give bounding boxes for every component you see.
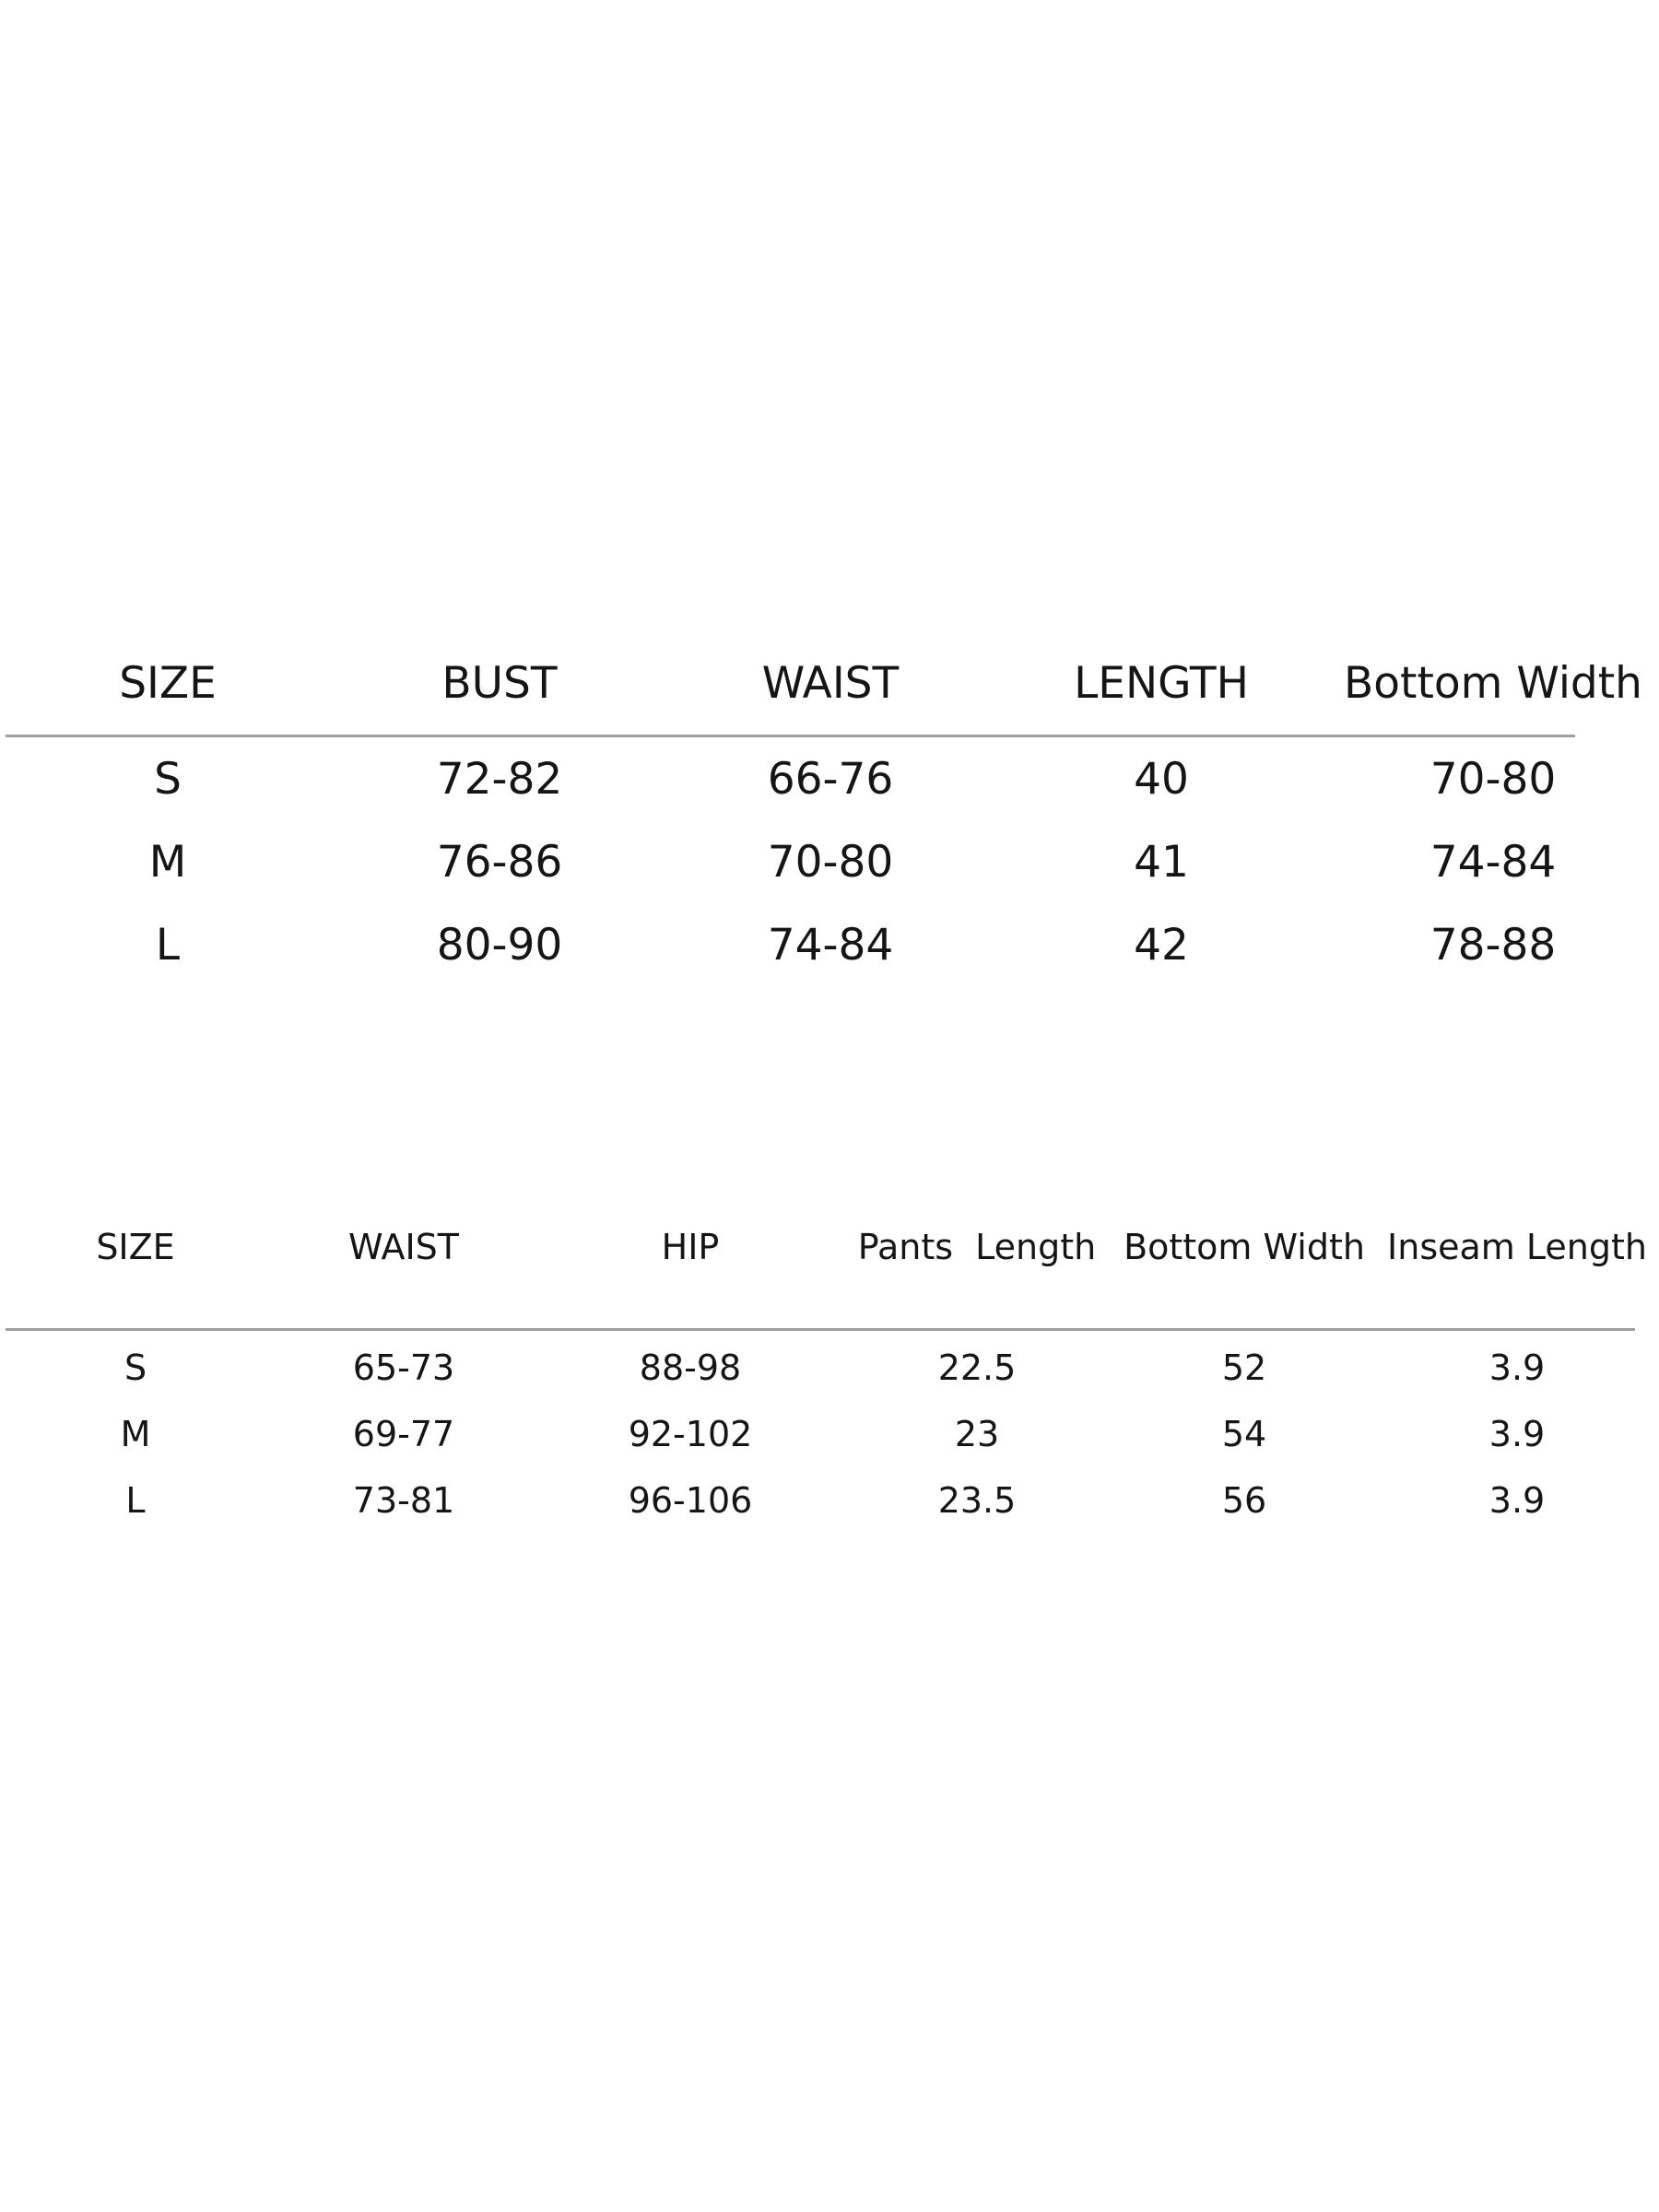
- table-cell: 69-77: [352, 1414, 455, 1454]
- table-cell: 74-84: [767, 920, 894, 971]
- header-bust: BUST: [441, 658, 558, 709]
- table-cell: S: [124, 1347, 147, 1388]
- table-cell: 54: [1221, 1414, 1267, 1454]
- table-cell: 72-82: [436, 754, 563, 805]
- header-bottom-width: Bottom Width: [1124, 1227, 1365, 1267]
- table-cell: 70-80: [767, 837, 894, 888]
- header-length: LENGTH: [1074, 658, 1249, 709]
- header-waist: WAIST: [347, 1227, 460, 1267]
- header-waist: WAIST: [761, 658, 900, 709]
- table-cell: 22.5: [937, 1347, 1017, 1388]
- table-cell: 40: [1134, 754, 1189, 805]
- table-cell: 56: [1221, 1480, 1267, 1521]
- table-cell: L: [155, 920, 181, 971]
- table-cell: 88-98: [639, 1347, 742, 1388]
- table-cell: 96-106: [628, 1480, 753, 1521]
- table-cell: M: [120, 1414, 151, 1454]
- table-cell: 70-80: [1430, 754, 1557, 805]
- table-cell: 52: [1221, 1347, 1267, 1388]
- header-inseam-length: Inseam Length: [1387, 1227, 1647, 1267]
- header-divider: [6, 735, 1575, 737]
- table-cell: M: [148, 837, 187, 888]
- header-bottom-width: Bottom Width: [1344, 658, 1642, 709]
- table-cell: 3.9: [1488, 1414, 1546, 1454]
- table-cell: 73-81: [352, 1480, 455, 1521]
- table-cell: 65-73: [352, 1347, 455, 1388]
- table-cell: 3.9: [1488, 1480, 1546, 1521]
- header-size: SIZE: [96, 1227, 175, 1267]
- table-cell: L: [125, 1480, 146, 1521]
- table-cell: 23: [954, 1414, 1000, 1454]
- table-cell: 42: [1134, 920, 1189, 971]
- header-size: SIZE: [119, 658, 217, 709]
- table-cell: 3.9: [1488, 1347, 1546, 1388]
- table-cell: 66-76: [767, 754, 894, 805]
- table-cell: 78-88: [1430, 920, 1557, 971]
- table-cell: 23.5: [937, 1480, 1017, 1521]
- header-pants-length: Pants Length: [857, 1227, 1097, 1267]
- table-cell: 76-86: [436, 837, 563, 888]
- table-cell: 41: [1134, 837, 1189, 888]
- table-cell: 80-90: [436, 920, 563, 971]
- header-hip: HIP: [661, 1227, 720, 1267]
- table-cell: S: [154, 754, 182, 805]
- table-cell: 74-84: [1430, 837, 1557, 888]
- table-cell: 92-102: [628, 1414, 753, 1454]
- header-divider: [6, 1328, 1635, 1331]
